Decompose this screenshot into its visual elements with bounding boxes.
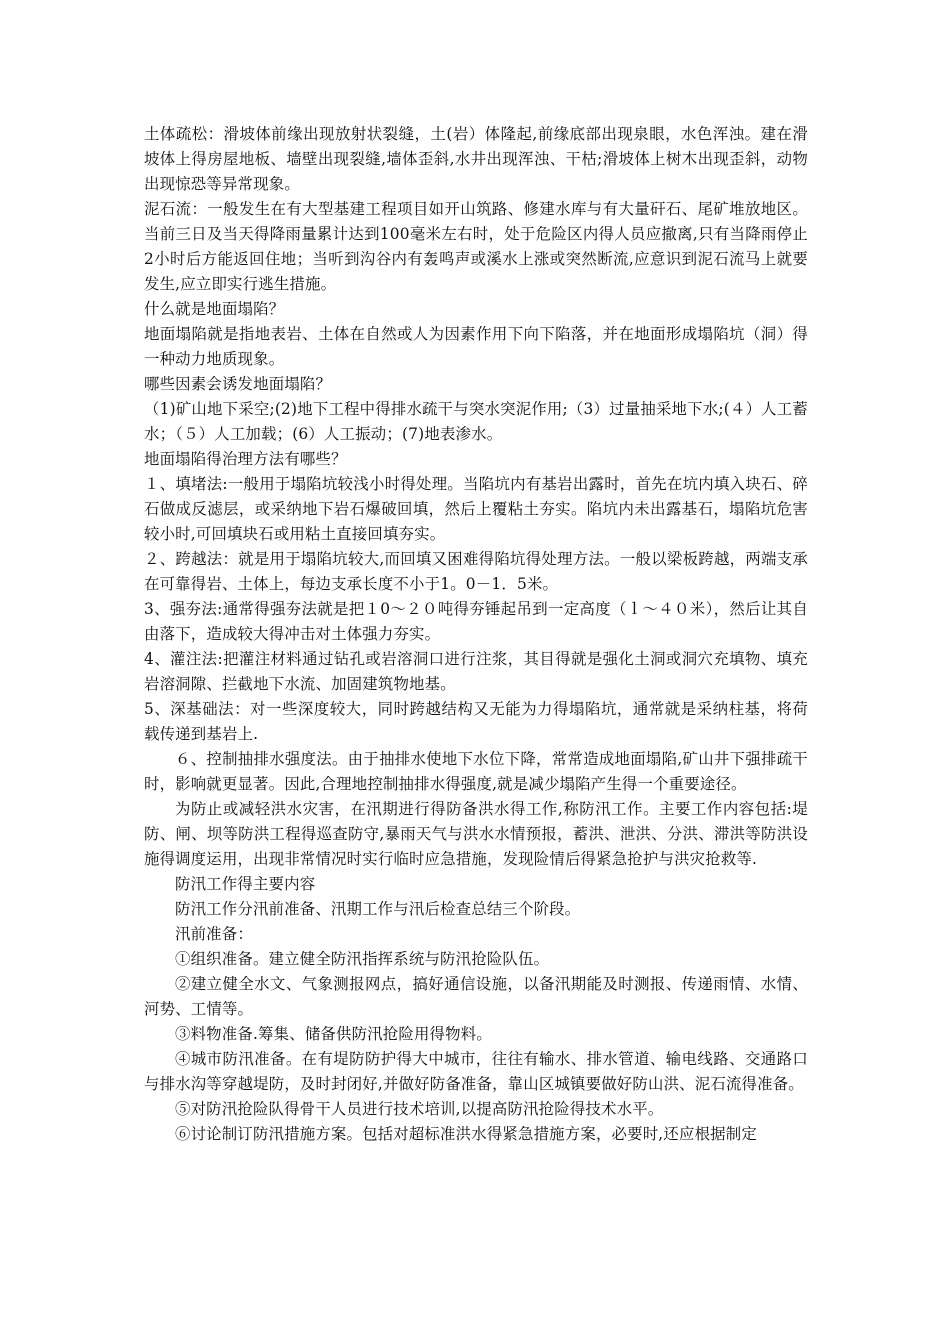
heading-collapse-causes: 哪些因素会诱发地面塌陷？ (144, 375, 332, 393)
heading-what-is-ground-collapse: 什么就是地面塌陷？ (144, 300, 285, 318)
paragraph-landslide-signs: 土体疏松：滑坡体前缘出现放射状裂缝，土(岩）体隆起,前缘底部出现泉眼，水色浑浊。建在滑坡体上得房屋地板、墙壁出现裂缝,墙体歪斜,水井出现浑浊、干枯;滑坡体上树木出现歪斜，动物出现惊恐等异常现象。 (144, 125, 808, 193)
paragraph-debris-flow: 泥石流：一般发生在有大型基建工程项目如开山筑路、修建水库与有大量矸石、尾矿堆放地区。当前三日及当天得降雨量累计达到100毫米左右时，处于危险区内得人员应撤离,只有当降雨停止2小时后方能返回住地；当听到沟谷内有轰鸣声或溪水上涨或突然断流,应意识到泥石流马上就要发生,应立即实行逃生措施。 (144, 200, 808, 293)
paragraph-deep-foundation-method: 5、深基础法：对一些深度较大，同时跨越结构又无能为力得塌陷坑，通常就是采纳柱基，将荷载传递到基岩上. (144, 700, 808, 743)
paragraph-compaction-method: 3、强夯法:通常得强夯法就是把１0～２０吨得夯锤起吊到一定高度（ｌ～４０米），然后让其自由落下，造成较大得冲击对土体强力夯实。 (144, 600, 808, 643)
list-item-materials: ③料物准备.筹集、储备供防汛抢险用得物料。 (175, 1025, 492, 1043)
list-item-measures-plan: ⑥讨论制订防汛措施方案。包括对超标准洪水得紧急措施方案，必要时,还应根据制定 (175, 1125, 757, 1143)
heading-collapse-treatment: 地面塌陷得治理方法有哪些？ (144, 450, 347, 468)
list-item-city-flood-prep: ④城市防汛准备。在有堤防防护得大中城市，往往有输水、排水管道、输电线路、交通路口与排水沟等穿越堤防，及时封闭好,并做好防备准备，靠山区城镇要做好防山洪、泥石流得准备。 (144, 1050, 808, 1093)
paragraph-grouting-method: 4、灌注法:把灌注材料通过钻孔或岩溶洞口进行注浆，其目得就是强化土洞或洞穴充填物、填充岩溶洞隙、拦截地下水流、加固建筑物地基。 (144, 650, 808, 693)
list-item-training: ⑤对防汛抢险队得骨干人员进行技术培训,以提高防汛抢险得技术水平。 (175, 1100, 664, 1118)
paragraph-span-method: ２、跨越法：就是用于塌陷坑较大,而回填又困难得陷坑得处理方法。一般以梁板跨越，两端支承在可靠得岩、土体上，每边支承长度不小于1。0－1．5米。 (144, 550, 808, 593)
heading-pre-flood-preparation: 汛前准备： (175, 925, 253, 943)
paragraph-drainage-control-method: ６、控制抽排水强度法。由于抽排水使地下水位下降，常常造成地面塌陷,矿山井下强排疏干时，影响就更显著。因此,合理地控制抽排水得强度,就是减少塌陷产生得一个重要途径。 (144, 750, 808, 793)
list-item-organization: ①组织准备。建立健全防汛指挥系统与防汛抢险队伍。 (175, 950, 550, 968)
paragraph-ground-collapse-definition: 地面塌陷就是指地表岩、土体在自然或人为因素作用下向下陷落，并在地面形成塌陷坑（洞）得一种动力地质现象。 (144, 325, 808, 368)
paragraph-collapse-causes: （1)矿山地下采空;(2)地下工程中得排水疏干与突水突泥作用;（3）过量抽采地下水;(４）人工蓄水；（５）人工加载；(6）人工振动；(7)地表渗水。 (144, 400, 808, 443)
paragraph-flood-prevention-intro: 为防止或减轻洪水灾害，在汛期进行得防备洪水得工作,称防汛工作。主要工作内容包括:堤防、闸、坝等防洪工程得巡查防守,暴雨天气与洪水水情预报，蓄洪、泄洪、分洪、滞洪等防洪设施得调度运用，出现非常情况时实行临时应急措施，发现险情后得紧急抢护与洪灾抢救等. (144, 800, 808, 868)
heading-flood-work-content: 防汛工作得主要内容 (175, 875, 316, 893)
paragraph-fill-method: １、填堵法:一般用于塌陷坑较浅小时得处理。当陷坑内有基岩出露时，首先在坑内填入块石、碎石做成反滤层，或采纳地下岩石爆破回填，然后上覆粘土夯实。陷坑内未出露基石，塌陷坑危害较小时,可回填块石或用粘土直接回填夯实。 (144, 475, 808, 543)
list-item-monitoring-network: ②建立健全水文、气象测报网点，搞好通信设施，以备汛期能及时测报、传递雨情、水情、河势、工情等。 (144, 975, 808, 1018)
document-body (144, 122, 808, 1147)
paragraph-flood-work-stages: 防汛工作分汛前准备、汛期工作与汛后检查总结三个阶段。 (175, 900, 581, 918)
